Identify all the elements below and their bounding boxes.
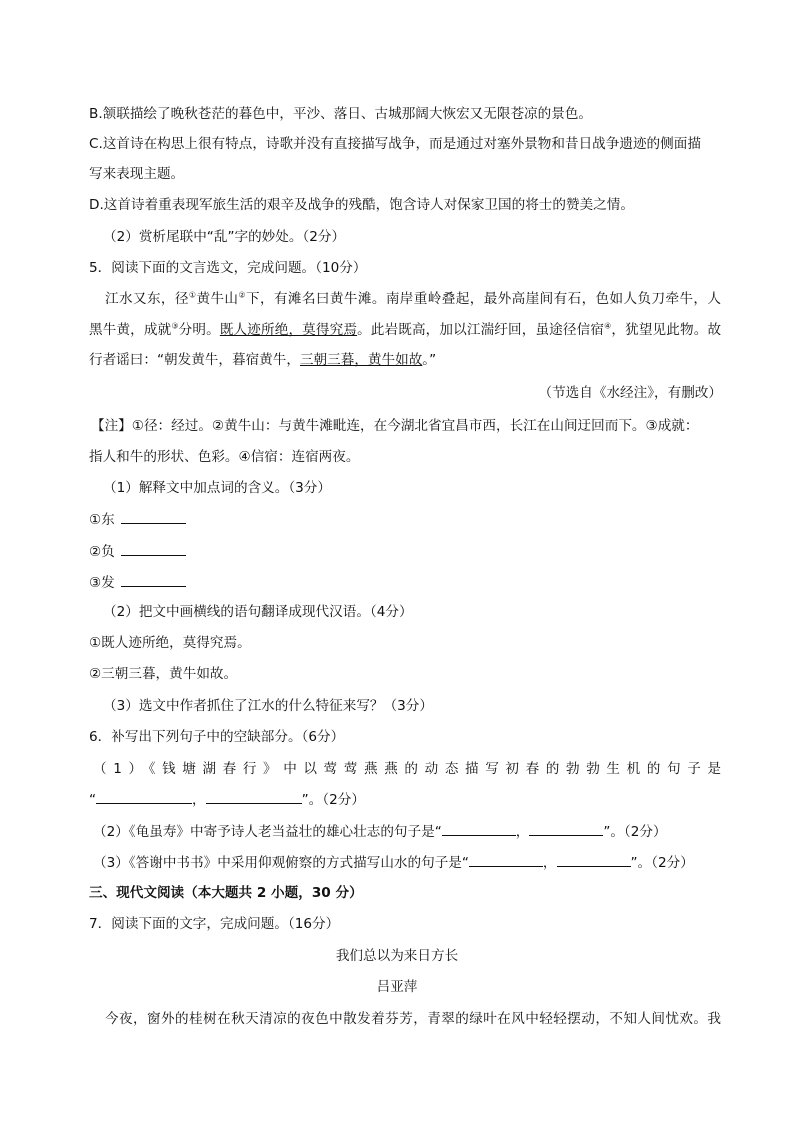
q5-passage-line1: [105, 289, 721, 309]
q5-text: 黄牛山: [196, 291, 239, 307]
q4-option-c-line1: C.这首诗在构思上很有特点，诗歌并没有直接描写战争，而是通过对塞外景物和昔日战争遗迹的侧面描: [89, 136, 701, 152]
q6-s3: [93, 852, 694, 873]
q5-notes-line2: 指人和牛的形状、色彩。④信宿：连宿两夜。: [89, 449, 360, 465]
q5-source: （节选自《水经注》，有删改）: [538, 385, 722, 401]
article-author: 吕亚萍: [376, 979, 418, 995]
q7-title: 7．阅读下面的文字，完成问题。（16分）: [89, 916, 340, 932]
q5-sentence-2: ②三朝三暮，黄牛如故。: [89, 666, 238, 682]
answer-blank[interactable]: [121, 509, 186, 524]
q5-text: 江水又东，径: [105, 291, 189, 307]
q5-text: 行者谣曰：“朝发黄牛，暮宿黄牛，: [89, 352, 300, 368]
article-title: 我们总以为来日方长: [335, 948, 459, 964]
answer-blank[interactable]: [121, 572, 186, 587]
quote-close: ”。（2分）: [301, 792, 365, 808]
answer-blank[interactable]: [206, 789, 302, 804]
q6-s2: [93, 821, 667, 842]
word-label: ③发: [89, 575, 115, 591]
q5-sentence-1: ①既人迹所绝，莫得究焉。: [89, 635, 251, 651]
quote-open: “: [89, 792, 97, 808]
q5-sub1: （1）解释文中加点词的含义。（3分）: [103, 480, 331, 496]
quote-close: ”。（2分）: [630, 855, 694, 871]
q5-text: 下，有滩名曰黄牛滩。南岸重岭叠起，最外高崖间有石，色如人负刀牵牛，人: [245, 291, 722, 307]
q5-title: 5．阅读下面的文言选文，完成问题。（10分）: [89, 260, 367, 276]
q5-sub3: （3）选文中作者抓住了江水的什么特征来写？（3分）: [103, 698, 433, 714]
q5-passage-line2: [89, 320, 721, 340]
underlined-sentence-2: 三朝三暮，黄牛如故: [299, 352, 423, 368]
answer-blank[interactable]: [121, 541, 186, 556]
answer-blank[interactable]: [96, 789, 192, 804]
note-marker: ①: [188, 290, 197, 300]
q5-sub2: （2）把文中画横线的语句翻译成现代汉语。（4分）: [103, 604, 413, 620]
answer-blank[interactable]: [469, 852, 543, 867]
note-marker: ④: [604, 321, 612, 331]
q6-text: （3）《答谢中书书》中采用仰观俯察的方式描写山水的句子是“: [93, 855, 469, 871]
q5-text: 。”: [422, 352, 437, 368]
word-label: ①东: [89, 512, 115, 528]
note-marker: ②: [238, 290, 246, 300]
q4-option-c-line2: 写来表现主题。: [89, 166, 185, 182]
word-label: ②负: [89, 544, 115, 560]
article-para1: 今夜，窗外的桂树在秋天清凉的夜色中散发着芬芳，青翠的绿叶在风中轻轻摆动，不知人间忧欢。我: [105, 1011, 721, 1027]
q6-title: 6．补写出下列句子中的空缺部分。（6分）: [89, 729, 345, 745]
comma: ，: [192, 792, 206, 808]
note-marker: ③: [171, 321, 179, 331]
section3-heading: 三、现代文阅读（本大题共 2 小题，30 分）: [89, 885, 363, 901]
comma: ，: [542, 855, 557, 871]
q5-text: 。此岩既高，加以江湍纡回，虽途径信宿: [357, 322, 605, 338]
answer-blank[interactable]: [529, 821, 603, 836]
q5-word-3: [89, 572, 186, 593]
q6-text: （2）《龟虽寿》中寄予诗人老当益壮的雄心壮志的句子是“: [93, 824, 442, 840]
q6-s1-line1: （1）《钱塘湖春行》中以莺莺燕燕的动态描写初春的勃勃生机的句子是: [93, 761, 721, 777]
q5-passage-line3: [89, 350, 436, 370]
comma: ，: [515, 824, 530, 840]
underlined-sentence-1: 既人迹所绝，莫得究焉: [219, 322, 358, 338]
answer-blank[interactable]: [557, 852, 631, 867]
q5-notes-line1: 【注】①径：经过。②黄牛山：与黄牛滩毗连，在今湖北省宜昌市西，长江在山间迂回而下。③成就：: [91, 418, 699, 434]
q4-sub2: （2）赏析尾联中“乱”字的妙处。（2分）: [103, 229, 346, 245]
q5-text: 黑牛黄，成就: [89, 322, 172, 338]
q6-s1-line2: [89, 789, 365, 810]
q5-text: 分明。: [178, 322, 220, 338]
q4-option-b: B.颔联描绘了晚秋苍茫的暮色中，平沙、落日、古城那阔大恢宏又无限苍凉的景色。: [89, 106, 593, 122]
quote-close: ”。（2分）: [603, 824, 667, 840]
q4-option-d: D.这首诗着重表现军旅生活的艰辛及战争的残酷，饱含诗人对保家卫国的将士的赞美之情。: [89, 197, 634, 213]
q5-word-2: [89, 541, 186, 562]
q5-text: ，犹望见此物。故: [611, 322, 722, 338]
answer-blank[interactable]: [442, 821, 516, 836]
q5-word-1: [89, 509, 186, 530]
